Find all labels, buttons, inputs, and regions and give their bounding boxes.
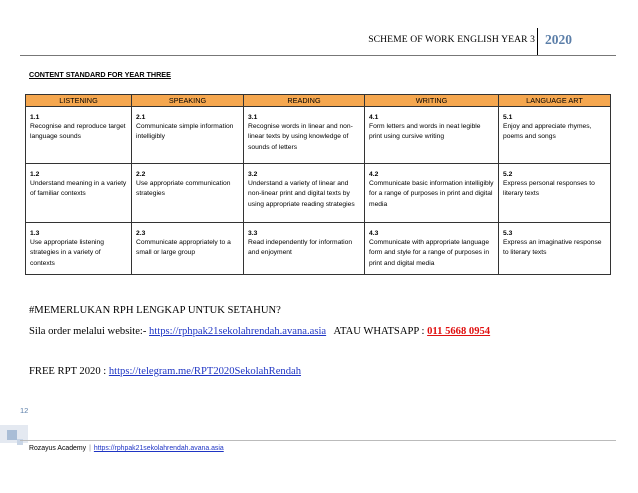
column-header-writing: WRITING xyxy=(365,95,499,107)
standard-code: 4.2 xyxy=(369,171,379,178)
standard-code: 5.1 xyxy=(503,114,513,121)
table-row xyxy=(26,223,611,275)
header-rule xyxy=(20,55,616,56)
footer-org: Rozayus Academy xyxy=(29,445,87,452)
standard-code: 1.2 xyxy=(30,171,40,178)
standard-code: 1.1 xyxy=(30,114,40,121)
table-cell xyxy=(365,107,499,164)
content-standard-table xyxy=(25,94,611,275)
table-cell xyxy=(365,223,499,275)
standard-text: Communicate appropriately to a small or large group xyxy=(136,239,231,257)
header-divider xyxy=(537,28,538,56)
footer-link[interactable]: https://rphpak21sekolahrendah.avana.asia xyxy=(93,445,224,452)
standard-text: Communicate basic information intelligibly for a range of purposes in print and digital media xyxy=(369,180,494,208)
standard-text: Express personal responses to literary texts xyxy=(503,180,595,198)
whatsapp-label: ATAU WHATSAPP : xyxy=(326,326,428,337)
table-cell xyxy=(499,164,611,223)
table-row xyxy=(26,107,611,164)
content-standard-heading: CONTENT STANDARD FOR YEAR THREE xyxy=(29,70,171,79)
table-cell xyxy=(365,164,499,223)
standard-text: Communicate simple information intelligibly xyxy=(136,123,234,141)
standard-text: Understand a variety of linear and non-linear print and digital texts by using appropriate reading strategies xyxy=(248,180,355,208)
whatsapp-phone-number[interactable]: 011 5668 0954 xyxy=(427,326,491,337)
document-year: 2020 xyxy=(545,32,572,47)
page-number: 12 xyxy=(20,406,29,415)
table-cell xyxy=(499,107,611,164)
standard-text: Recognise and reproduce target language sounds xyxy=(30,123,126,141)
order-website-link[interactable]: https://rphpak21sekolahrendah.avana.asia xyxy=(149,326,327,337)
table-cell xyxy=(132,164,244,223)
standard-code: 4.1 xyxy=(369,114,379,121)
standard-code: 3.1 xyxy=(248,114,258,121)
standard-text: Read independently for information and enjoyment xyxy=(248,239,353,257)
standard-code: 2.1 xyxy=(136,114,146,121)
table-cell xyxy=(26,164,132,223)
standard-text: Enjoy and appreciate rhymes, poems and songs xyxy=(503,123,592,141)
table-cell xyxy=(26,107,132,164)
standard-text: Understand meaning in a variety of familiar contexts xyxy=(30,180,127,198)
footer-decoration xyxy=(0,425,28,453)
standard-text: Use appropriate communication strategies xyxy=(136,180,231,198)
column-header-language-art: LANGUAGE ART xyxy=(499,95,611,107)
standard-text: Communicate with appropriate language form and style for a range of purposes in print and digital media xyxy=(369,239,490,267)
table-cell xyxy=(132,107,244,164)
document-title: SCHEME OF WORK ENGLISH YEAR 3 xyxy=(368,34,535,45)
table-cell xyxy=(244,107,365,164)
footer-rule xyxy=(20,440,616,441)
standard-code: 2.3 xyxy=(136,230,146,237)
table-cell xyxy=(244,164,365,223)
standard-text: Use appropriate listening strategies in a variety of contexts xyxy=(30,239,104,267)
order-text: Sila order melalui website:- xyxy=(29,326,150,337)
footer-separator: | xyxy=(89,445,91,452)
promo-free-rpt-line xyxy=(29,366,301,377)
table-cell xyxy=(132,223,244,275)
telegram-link[interactable]: https://telegram.me/RPT2020SekolahRendah xyxy=(108,366,302,377)
page-footer xyxy=(29,445,224,452)
promo-order-line xyxy=(29,326,490,337)
column-header-listening: LISTENING xyxy=(26,95,132,107)
page-header xyxy=(0,28,638,56)
standard-code: 5.3 xyxy=(503,230,513,237)
standard-text: Recognise words in linear and non-linear texts by using knowledge of sounds of letters xyxy=(248,123,353,151)
free-rpt-label: FREE RPT 2020 : xyxy=(29,366,109,377)
table-cell xyxy=(499,223,611,275)
table-row xyxy=(26,164,611,223)
standard-code: 3.3 xyxy=(248,230,258,237)
table-cell xyxy=(244,223,365,275)
standard-code: 4.3 xyxy=(369,230,379,237)
standard-text: Form letters and words in neat legible print using cursive writing xyxy=(369,123,481,141)
standard-text: Express an imaginative response to literary texts xyxy=(503,239,602,257)
standard-code: 5.2 xyxy=(503,171,513,178)
decoration-square xyxy=(7,430,17,440)
standard-code: 3.2 xyxy=(248,171,258,178)
table-header-row xyxy=(26,95,611,107)
standard-code: 1.3 xyxy=(30,230,40,237)
column-header-speaking: SPEAKING xyxy=(132,95,244,107)
promo-rph-heading: #MEMERLUKAN RPH LENGKAP UNTUK SETAHUN? xyxy=(29,305,281,316)
standard-code: 2.2 xyxy=(136,171,146,178)
column-header-reading: READING xyxy=(244,95,365,107)
table-cell xyxy=(26,223,132,275)
